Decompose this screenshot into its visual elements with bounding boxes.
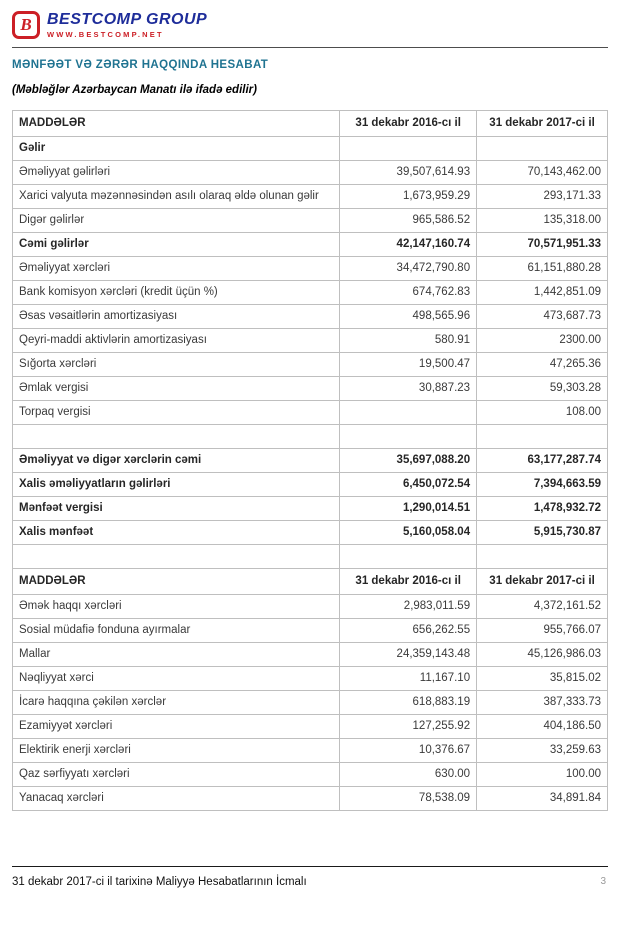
row-label: Sosial müdafiə fonduna ayırmalar bbox=[13, 619, 340, 643]
value-2017: 70,143,462.00 bbox=[477, 161, 608, 185]
table-row bbox=[13, 739, 608, 763]
value-2017: 108.00 bbox=[477, 401, 608, 425]
value-2017: 63,177,287.74 bbox=[477, 449, 608, 473]
table-row bbox=[13, 667, 608, 691]
brand-name-best: BESTCOMP bbox=[47, 10, 142, 28]
value-2016: 127,255.92 bbox=[340, 715, 477, 739]
bestcomp-logo-icon bbox=[12, 11, 40, 39]
expenses-table bbox=[12, 568, 608, 811]
value-2016 bbox=[340, 401, 477, 425]
row-label: Nəqliyyat xərci bbox=[13, 667, 340, 691]
value-2017: 1,478,932.72 bbox=[477, 497, 608, 521]
value-2016: 11,167.10 bbox=[340, 667, 477, 691]
table-row bbox=[13, 281, 608, 305]
brand-text-block bbox=[47, 11, 207, 40]
table-row bbox=[13, 787, 608, 811]
value-2017: 404,186.50 bbox=[477, 715, 608, 739]
logo-letter: B bbox=[20, 15, 32, 34]
row-label: Əməliyyat və digər xərclərin cəmi bbox=[13, 449, 340, 473]
table-row bbox=[13, 137, 608, 161]
pnl-table bbox=[12, 110, 608, 569]
table-row bbox=[13, 233, 608, 257]
table-row bbox=[13, 643, 608, 667]
column-header-maddeler: MADDƏLƏR bbox=[13, 569, 340, 595]
row-label: Mallar bbox=[13, 643, 340, 667]
table-row bbox=[13, 329, 608, 353]
value-2017: 100.00 bbox=[477, 763, 608, 787]
value-2017: 7,394,663.59 bbox=[477, 473, 608, 497]
table-header-row bbox=[13, 569, 608, 595]
row-label: Əmlak vergisi bbox=[13, 377, 340, 401]
value-2016: 24,359,143.48 bbox=[340, 643, 477, 667]
column-header-maddeler: MADDƏLƏR bbox=[13, 111, 340, 137]
value-2016: 6,450,072.54 bbox=[340, 473, 477, 497]
value-2017: 33,259.63 bbox=[477, 739, 608, 763]
table-row bbox=[13, 763, 608, 787]
header-divider bbox=[12, 47, 608, 48]
row-label: Digər gəlirlər bbox=[13, 209, 340, 233]
table-row bbox=[13, 545, 608, 569]
column-header-2016: 31 dekabr 2016-cı il bbox=[340, 111, 477, 137]
table-row bbox=[13, 449, 608, 473]
page-title: MƏNFƏƏT VƏ ZƏRƏR HAQQINDA HESABAT bbox=[12, 59, 269, 71]
value-2017: 1,442,851.09 bbox=[477, 281, 608, 305]
value-2016: 35,697,088.20 bbox=[340, 449, 477, 473]
value-2016: 19,500.47 bbox=[340, 353, 477, 377]
value-2016: 1,673,959.29 bbox=[340, 185, 477, 209]
row-label: Elektirik enerji xərcləri bbox=[13, 739, 340, 763]
row-label: Yanacaq xərcləri bbox=[13, 787, 340, 811]
table-row bbox=[13, 185, 608, 209]
page-subtitle: (Məbləğlər Azərbaycan Manatı ilə ifadə edilir) bbox=[12, 84, 257, 96]
value-2016: 2,983,011.59 bbox=[340, 595, 477, 619]
table-row bbox=[13, 595, 608, 619]
company-logo bbox=[12, 6, 608, 44]
value-2016: 1,290,014.51 bbox=[340, 497, 477, 521]
table-row bbox=[13, 497, 608, 521]
row-label: Xalis mənfəət bbox=[13, 521, 340, 545]
value-2016: 30,887.23 bbox=[340, 377, 477, 401]
value-2017: 70,571,951.33 bbox=[477, 233, 608, 257]
value-2017: 59,303.28 bbox=[477, 377, 608, 401]
row-label: Əsas vəsaitlərin amortizasiyası bbox=[13, 305, 340, 329]
value-2017: 47,265.36 bbox=[477, 353, 608, 377]
row-label: Qeyri-maddi aktivlərin amortizasiyası bbox=[13, 329, 340, 353]
value-2017 bbox=[477, 137, 608, 161]
value-2017: 293,171.33 bbox=[477, 185, 608, 209]
value-2017: 34,891.84 bbox=[477, 787, 608, 811]
row-label: İcarə haqqına çəkilən xərclər bbox=[13, 691, 340, 715]
row-label: Ezamiyyət xərcləri bbox=[13, 715, 340, 739]
table-row bbox=[13, 209, 608, 233]
value-2017: 387,333.73 bbox=[477, 691, 608, 715]
value-2016: 5,160,058.04 bbox=[340, 521, 477, 545]
value-2016: 630.00 bbox=[340, 763, 477, 787]
table-row bbox=[13, 401, 608, 425]
value-2016: 39,507,614.93 bbox=[340, 161, 477, 185]
value-2016: 580.91 bbox=[340, 329, 477, 353]
value-2017: 35,815.02 bbox=[477, 667, 608, 691]
row-label: Əmək haqqı xərcləri bbox=[13, 595, 340, 619]
row-label: Torpaq vergisi bbox=[13, 401, 340, 425]
value-2016: 42,147,160.74 bbox=[340, 233, 477, 257]
value-2016: 10,376.67 bbox=[340, 739, 477, 763]
column-header-2016: 31 dekabr 2016-cı il bbox=[340, 569, 477, 595]
row-label: Sığorta xərcləri bbox=[13, 353, 340, 377]
column-header-2017: 31 dekabr 2017-ci il bbox=[477, 569, 608, 595]
value-2017: 61,151,880.28 bbox=[477, 257, 608, 281]
table-row bbox=[13, 425, 608, 449]
row-label: Əməliyyat gəlirləri bbox=[13, 161, 340, 185]
value-2017: 955,766.07 bbox=[477, 619, 608, 643]
page-number: 3 bbox=[600, 876, 606, 887]
row-label: Bank komisyon xərcləri (kredit üçün %) bbox=[13, 281, 340, 305]
value-2016 bbox=[340, 137, 477, 161]
row-label: Cəmi gəlirlər bbox=[13, 233, 340, 257]
value-2017: 473,687.73 bbox=[477, 305, 608, 329]
value-2016: 656,262.55 bbox=[340, 619, 477, 643]
brand-name-group: GROUP bbox=[141, 10, 208, 28]
value-2016 bbox=[340, 545, 477, 569]
table-header-row bbox=[13, 111, 608, 137]
value-2017 bbox=[477, 425, 608, 449]
column-header-2017: 31 dekabr 2017-ci il bbox=[477, 111, 608, 137]
value-2016: 34,472,790.80 bbox=[340, 257, 477, 281]
value-2016: 618,883.19 bbox=[340, 691, 477, 715]
table-row bbox=[13, 619, 608, 643]
table-row bbox=[13, 353, 608, 377]
value-2016: 965,586.52 bbox=[340, 209, 477, 233]
value-2017: 5,915,730.87 bbox=[477, 521, 608, 545]
footer-text: 31 dekabr 2017-ci il tarixinə Maliyyə Hesabatlarının İcmalı bbox=[12, 876, 307, 888]
value-2016 bbox=[340, 425, 477, 449]
table-row bbox=[13, 257, 608, 281]
row-label: Gəlir bbox=[13, 137, 340, 161]
row-label bbox=[13, 545, 340, 569]
table-row bbox=[13, 521, 608, 545]
row-label: Əməliyyat xərcləri bbox=[13, 257, 340, 281]
table-row bbox=[13, 715, 608, 739]
row-label: Xarici valyuta məzənnəsindən asılı olaraq əldə olunan gəlir bbox=[13, 185, 340, 209]
row-label: Xalis əməliyyatların gəlirləri bbox=[13, 473, 340, 497]
value-2017: 4,372,161.52 bbox=[477, 595, 608, 619]
value-2017: 2300.00 bbox=[477, 329, 608, 353]
row-label bbox=[13, 425, 340, 449]
value-2017 bbox=[477, 545, 608, 569]
row-label: Mənfəət vergisi bbox=[13, 497, 340, 521]
value-2016: 78,538.09 bbox=[340, 787, 477, 811]
table-row bbox=[13, 473, 608, 497]
table-row bbox=[13, 161, 608, 185]
brand-url: WWW.BESTCOMP.NET bbox=[47, 29, 164, 39]
table-row bbox=[13, 305, 608, 329]
value-2017: 45,126,986.03 bbox=[477, 643, 608, 667]
brand-name bbox=[47, 11, 207, 29]
table-row bbox=[13, 377, 608, 401]
table-row bbox=[13, 691, 608, 715]
value-2017: 135,318.00 bbox=[477, 209, 608, 233]
value-2016: 498,565.96 bbox=[340, 305, 477, 329]
value-2016: 674,762.83 bbox=[340, 281, 477, 305]
page-footer bbox=[12, 866, 608, 888]
row-label: Qaz sərfiyyatı xərcləri bbox=[13, 763, 340, 787]
